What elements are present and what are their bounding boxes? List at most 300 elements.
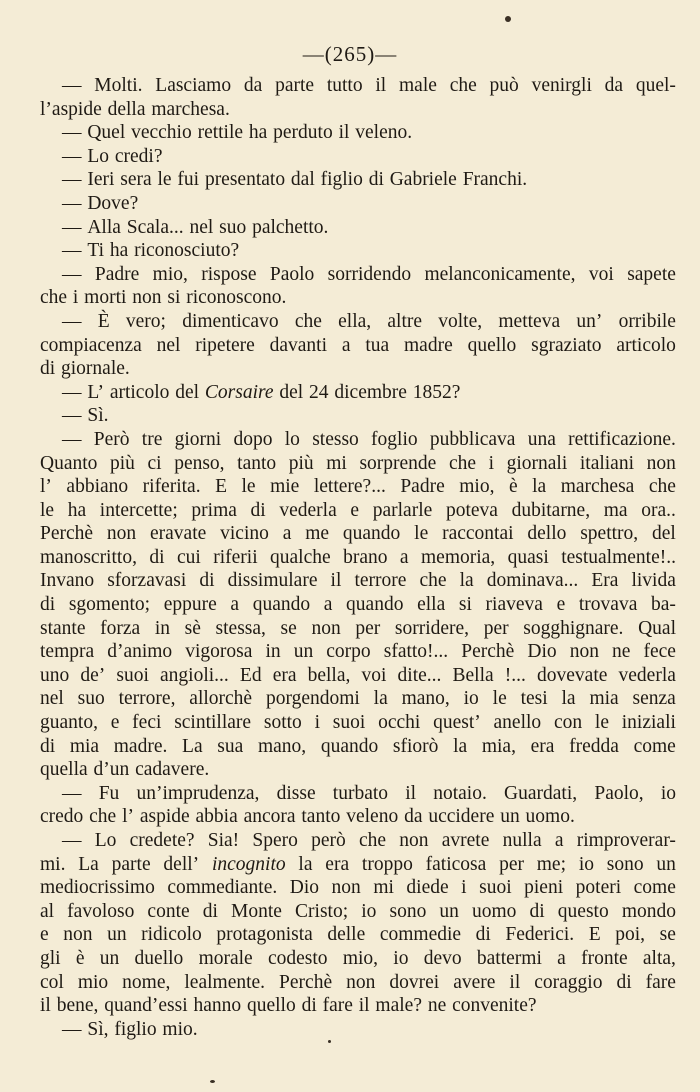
word: a [341, 334, 351, 356]
word: presentato [204, 169, 286, 191]
word: a [323, 594, 333, 616]
word: Molti. [94, 75, 143, 96]
text-line [40, 923, 676, 947]
word: Quel [87, 122, 126, 144]
word: — [62, 428, 82, 450]
word: porgendomi [265, 688, 360, 710]
word: suoi [116, 664, 149, 686]
word: tanto [237, 452, 277, 474]
word: madre [404, 334, 453, 356]
word: il [509, 971, 521, 993]
word: Federici. [505, 924, 575, 946]
word: sua [217, 735, 244, 757]
word: ci [147, 452, 162, 474]
word: poteri [575, 877, 622, 899]
word: mia [69, 735, 100, 757]
word: penso, [174, 452, 225, 474]
word: riferii [213, 546, 258, 568]
word: sfiorò [392, 735, 439, 757]
word: da [604, 75, 624, 96]
word: quella [40, 759, 88, 781]
word: fece [643, 641, 676, 663]
word: e [110, 712, 120, 734]
word: morale [198, 947, 253, 969]
word: giorni [174, 428, 222, 450]
word: parte [111, 853, 151, 875]
word: dissimulare [227, 570, 318, 592]
word: tre [141, 428, 163, 450]
word: quest’ [433, 712, 481, 734]
word: devo [423, 947, 462, 969]
word: suo [77, 688, 105, 710]
word: rispose [201, 263, 257, 285]
word: testualmente!.. [561, 546, 676, 568]
word: tesi [520, 688, 548, 710]
word: una [527, 428, 556, 450]
word: il [358, 995, 370, 1017]
word: a [399, 546, 409, 568]
word: uomo [472, 900, 517, 922]
word: — [62, 405, 82, 427]
word: le [594, 712, 609, 734]
word: mano, [257, 735, 307, 757]
word: sorprende [359, 452, 437, 474]
word: i [488, 452, 495, 474]
word: vicino [220, 523, 269, 545]
word: quasi [507, 546, 549, 568]
word: fredda [569, 735, 619, 757]
word: dominava... [486, 570, 579, 592]
word: e [350, 499, 360, 521]
word: nulla [502, 830, 542, 851]
word: — [62, 192, 82, 214]
word: 1852? [412, 381, 461, 403]
word: che [294, 310, 322, 332]
word: rimproverar- [576, 830, 676, 851]
word: del [279, 381, 304, 403]
word: vederla [279, 499, 337, 521]
word: sfatto!... [383, 641, 449, 663]
word: ancora [243, 806, 296, 828]
word: più [110, 452, 135, 474]
word: lettere?... [313, 476, 386, 498]
word: riconoscono. [186, 287, 287, 309]
word: non [63, 924, 93, 946]
text-line [40, 239, 676, 263]
word: tutto [326, 75, 363, 96]
word: si [458, 594, 472, 616]
word: che [40, 287, 68, 309]
text-line [40, 829, 676, 853]
word: figlio [320, 169, 363, 191]
word: Sì. [87, 405, 109, 427]
word: se [280, 617, 297, 639]
word: voi [361, 664, 387, 686]
word: abbiano [66, 476, 129, 498]
word: Bella [452, 664, 494, 686]
word: è [75, 947, 85, 969]
word: conte [147, 900, 190, 922]
text-line [40, 546, 676, 570]
word: ridicolo [141, 924, 202, 946]
word: di [616, 971, 632, 993]
word: la [532, 476, 547, 498]
word: l’aspide [40, 98, 102, 120]
word: a [557, 947, 566, 969]
word: lo [284, 428, 300, 450]
word: dovrei [389, 971, 440, 993]
word: quando [342, 523, 401, 545]
word: quel- [635, 75, 676, 96]
word: coraggio [534, 971, 603, 993]
word: — [62, 169, 82, 191]
word: non [569, 641, 599, 663]
word: mie [270, 476, 300, 498]
word: io [361, 900, 377, 922]
word: un [99, 947, 120, 969]
word: suo [219, 216, 247, 238]
word: mi [326, 452, 347, 474]
word: mio, [152, 263, 188, 285]
word: ba- [651, 594, 676, 616]
word: uccidere [428, 806, 495, 828]
word: con [553, 712, 583, 734]
word: uno [40, 664, 70, 686]
word: mi. [40, 853, 66, 875]
word: volte, [438, 310, 483, 332]
word: quando [252, 594, 311, 616]
word: Franchi. [462, 169, 528, 191]
word: sforzavasi [107, 570, 187, 592]
word: dal [290, 169, 315, 191]
word: fui [177, 169, 200, 191]
word: come [633, 877, 676, 899]
word: Lasciamo [155, 75, 232, 96]
word: dello [527, 523, 567, 545]
word: nel [189, 216, 214, 238]
word: — [62, 216, 82, 238]
word: La [78, 853, 99, 875]
text-line [40, 192, 676, 216]
word: che [419, 570, 447, 592]
word: sorridere, [394, 617, 470, 639]
word: un [439, 900, 459, 922]
word: nel [40, 688, 64, 710]
word: sorridendo [327, 263, 412, 285]
word: livida [631, 570, 676, 592]
word: foglio [371, 428, 418, 450]
word: Spero [252, 830, 298, 851]
word: dell’ [163, 853, 200, 875]
word: Quanto [40, 452, 98, 474]
word: veleno. [355, 122, 413, 144]
word: io [578, 853, 594, 875]
word: Perchè [40, 523, 94, 545]
word: Perchè [461, 641, 515, 663]
word: vero; [125, 310, 166, 332]
text-line [40, 617, 676, 641]
text-line [40, 735, 676, 759]
word: fare [322, 995, 353, 1017]
word: di [529, 900, 545, 922]
word: Scala... [126, 216, 184, 238]
word: io [393, 947, 409, 969]
word: hanno [193, 995, 242, 1017]
word: aspide [139, 806, 190, 828]
word: ora.. [641, 499, 676, 521]
text-line [40, 452, 676, 476]
text-line [40, 216, 676, 240]
word: Guardati, [504, 782, 578, 804]
word: uomo. [525, 806, 575, 828]
word: avere [453, 971, 496, 993]
word: commedie [379, 924, 462, 946]
word: di [40, 735, 56, 757]
word: mio [77, 971, 109, 993]
word: Lo [94, 830, 117, 851]
word: come [633, 735, 676, 757]
word: vecchio [131, 122, 192, 144]
word: e [556, 594, 566, 616]
word: — [62, 830, 82, 851]
word: — [62, 263, 82, 285]
text-line [40, 758, 676, 782]
word: me [305, 523, 330, 545]
word: La [182, 735, 203, 757]
word: anello [493, 712, 542, 734]
word: le [492, 688, 507, 710]
text-line [40, 994, 676, 1018]
word: male [399, 75, 437, 96]
word: le [157, 169, 172, 191]
word: dite... [397, 664, 442, 686]
word: si [167, 287, 181, 309]
word: figlio [114, 1018, 157, 1040]
word: sono [389, 900, 427, 922]
word: — [62, 240, 82, 262]
word: bene, [56, 995, 99, 1017]
word: perduto [273, 122, 333, 144]
word: mia, [481, 735, 516, 757]
word: sera [120, 169, 152, 191]
text-line [40, 98, 676, 122]
word: Paolo [269, 263, 315, 285]
word: quello [467, 334, 517, 356]
word: memoria, [421, 546, 496, 568]
word: riferita. [142, 476, 201, 498]
word: intercette; [99, 499, 178, 521]
word: i [314, 712, 320, 734]
word: giornali [506, 452, 568, 474]
word: le [40, 499, 55, 521]
word: morti [84, 287, 127, 309]
word: forza [100, 617, 141, 639]
word: melanconicamente, [424, 263, 576, 285]
word: Però [93, 428, 130, 450]
word: nome, [122, 971, 171, 993]
word: prima [191, 499, 237, 521]
word: Ed [239, 664, 262, 686]
word: abbia [195, 806, 238, 828]
word: incognito [211, 853, 286, 875]
word: mio, [342, 947, 379, 969]
word: Dio [289, 877, 320, 899]
word: Fu [98, 782, 120, 804]
word: questo [557, 900, 609, 922]
word: e [40, 924, 49, 946]
word: poi, [615, 924, 646, 946]
word: occhi [378, 712, 421, 734]
word: me; [536, 853, 567, 875]
word: del [175, 381, 200, 403]
word: di [40, 594, 56, 616]
word: al [40, 900, 55, 922]
word: le [414, 523, 429, 545]
word: ma [603, 499, 628, 521]
word: ripetere [195, 334, 255, 356]
word: bella, [307, 664, 351, 686]
word: terrore [354, 570, 407, 592]
word: Monte [231, 900, 282, 922]
text-line [40, 876, 676, 900]
text-line [40, 428, 676, 452]
word: non [346, 971, 376, 993]
word: pubblicava [429, 428, 516, 450]
word: cui [176, 546, 201, 568]
text-line [40, 168, 676, 192]
word: tanto [301, 806, 341, 828]
word: Alla [87, 216, 121, 238]
word: la [298, 853, 313, 875]
word: turbato [332, 782, 389, 804]
word: trovava [578, 594, 638, 616]
word: mediocrissimo [40, 877, 155, 899]
word: credete? [129, 830, 195, 851]
word: disse [276, 782, 316, 804]
word: i [72, 287, 79, 309]
word: terrore, [118, 688, 176, 710]
word: alta, [642, 947, 676, 969]
word: ella [417, 594, 446, 616]
word: pieni [524, 877, 564, 899]
word: de’ [80, 664, 106, 686]
word: era [530, 735, 555, 757]
ink-speck [210, 1080, 215, 1083]
text-line [40, 499, 676, 523]
word: Lo [87, 145, 110, 167]
word: un [500, 806, 520, 828]
word: italiani [579, 452, 635, 474]
word: orribile [618, 310, 676, 332]
word: in [154, 617, 170, 639]
word: non [311, 617, 341, 639]
word: — [62, 1018, 82, 1040]
word: tua [365, 334, 390, 356]
word: della [107, 98, 146, 120]
word: — [62, 782, 82, 804]
word: mio. [162, 1018, 198, 1040]
text-line [40, 782, 676, 806]
word: Paolo, [594, 782, 644, 804]
text-line [40, 286, 676, 310]
word: qualche [270, 546, 331, 568]
word: di [475, 924, 491, 946]
word: diede [406, 877, 449, 899]
word: nel [156, 334, 181, 356]
word: la [373, 688, 388, 710]
word: palchetto. [252, 216, 329, 238]
word: suoi [332, 712, 366, 734]
word: duello [134, 947, 184, 969]
word: fare [645, 971, 676, 993]
word: del [652, 523, 676, 545]
word: i [461, 877, 467, 899]
word: di [199, 570, 215, 592]
word: mio, [459, 476, 495, 498]
word: battermi [476, 947, 542, 969]
word: dicembre [334, 381, 407, 403]
word: — [62, 381, 82, 403]
word: articolo [616, 334, 676, 356]
word: veleno [346, 806, 399, 828]
word: vigorosa [185, 641, 253, 663]
word: a [230, 594, 240, 616]
word: sono [606, 853, 644, 875]
word: Corsaire [204, 381, 274, 403]
text-line [40, 569, 676, 593]
word: senza [632, 688, 676, 710]
word: madre. [113, 735, 168, 757]
word: un’imprudenza, [136, 782, 260, 804]
word: rettile [197, 122, 244, 144]
word: il [40, 995, 51, 1017]
word: È [97, 310, 110, 332]
text-line [40, 947, 676, 971]
text-line [40, 357, 676, 381]
page-number: —(265)— [302, 42, 398, 66]
text-line [40, 971, 676, 995]
word: mi [373, 877, 394, 899]
ink-speck [505, 16, 511, 22]
word: quand’essi [104, 995, 188, 1017]
word: d’un [93, 759, 130, 781]
word: corpo [326, 641, 371, 663]
word: il [330, 570, 342, 592]
word: vederla [618, 664, 676, 686]
word: angioli... [160, 664, 229, 686]
word: un [656, 853, 676, 875]
word: può [489, 75, 519, 96]
word: il [338, 122, 350, 144]
word: dubitarne, [511, 499, 591, 521]
word: l’ [40, 476, 52, 498]
word: quando [346, 594, 404, 616]
word: dopo [233, 428, 273, 450]
word: delle [327, 924, 366, 946]
text-line [40, 711, 676, 735]
word: Padre [94, 263, 140, 285]
word: gli [40, 947, 61, 969]
word: mondo [621, 900, 676, 922]
ink-speck [328, 1040, 331, 1043]
word: sgraziato [531, 334, 602, 356]
word: Ieri [87, 169, 115, 191]
word: per [355, 617, 381, 639]
word: davanti [269, 334, 328, 356]
word: quello [246, 995, 296, 1017]
word: mia [589, 688, 619, 710]
word: suoi [479, 877, 512, 899]
